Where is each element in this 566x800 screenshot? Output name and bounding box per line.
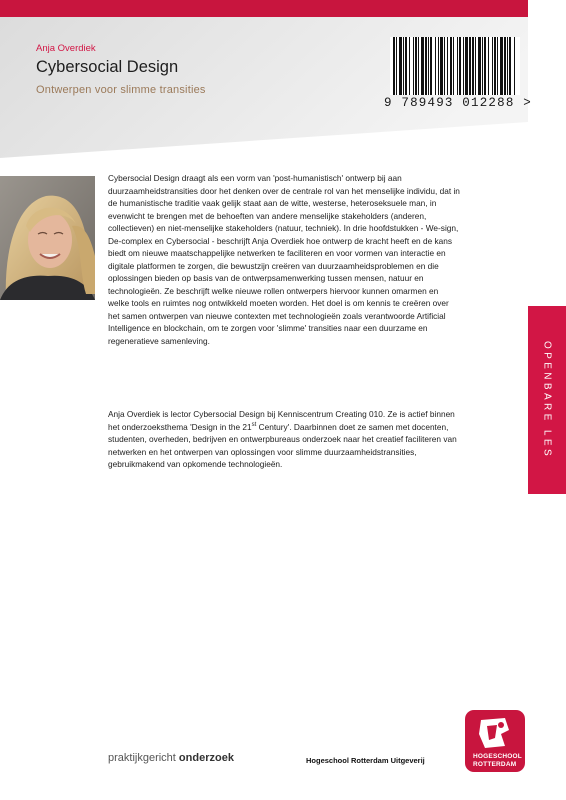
- barcode-bar: [509, 37, 511, 95]
- logo-line-2: ROTTERDAM: [473, 761, 517, 768]
- barcode-bar: [393, 37, 395, 95]
- barcode-bar: [447, 37, 448, 95]
- barcode-bar: [396, 37, 397, 95]
- description-paragraph: Cybersocial Design draagt als een vorm van 'post-humanistisch' ontwerp bij aan duurzaamheidstransities door het denken over de centrale rol van het menselijke individu, dat in de humanistische traditie vaak gelijk staat aan de witte, westerse, heteroseksuele man, in evenwicht te brengen met de behoeften van andere menselijke stakeholders (anderen, collectieven) en niet-menselijke stakeholders (natuur, techniek). In drie hoofdstukken - We-sign, De-complex en Cybersocial - beschrijft Anja Overdiek hoe ontwerp de kracht heeft en de kans biedt om nieuwe maatschappelijke netwerken te faciliteren en voor vormen van interactie en digitale platformen te zorgen, die bewustzijn creëren van duurzaamheidsproblemen en die oplossingen bieden op basis van de ontwerpsamenwerking tussen mensen, natuur en technologieën. Ze beschrijft welke nieuwe rollen ontwerpers hiervoor kunnen omarmen en welke tools en ruimtes nog ontwikkeld moeten worden. Het doel is om kennis te creëren over het samen ontwerpen van nieuwe contexten met technologieën zoals verantwoorde Artificial Intelligence en blockchain, om te zorgen voor 'slimme' transities naar een duurzame en regeneratieve samenleving.: [108, 173, 460, 346]
- barcode-bar: [463, 37, 464, 95]
- author-name: Anja Overdiek: [36, 43, 96, 54]
- barcode-bar: [453, 37, 454, 95]
- barcode-bar: [430, 37, 432, 95]
- isbn-barcode: [390, 37, 520, 95]
- barcode-bar: [475, 37, 476, 95]
- barcode-bar: [444, 37, 445, 95]
- bio-text-end: Century'. Daarbinnen doet ze samen met docenten, studenten, overheden, bedrijven en ontwerpbureaus onderzoek naar het creatief faciliteren van netwerken en het ontwerpen van oplossingen voor slimme duurzaamheidstransities, gebruikmakend van opkomende technologieën.: [108, 421, 457, 469]
- barcode-bar: [403, 37, 404, 95]
- top-red-bar: [0, 0, 528, 17]
- barcode-bar: [494, 37, 496, 95]
- barcode-bar: [450, 37, 452, 95]
- barcode-bar: [500, 37, 503, 95]
- barcode-bar: [440, 37, 443, 95]
- book-subtitle: Ontwerpen voor slimme transities: [36, 84, 206, 96]
- series-label-light: praktijkgericht: [108, 752, 179, 764]
- barcode-bar: [405, 37, 407, 95]
- bio-text-start: Anja Overdiek is lector Cybersocial Design bij Kenniscentrum Creating 010. Ze is actief binnen het onderzoeksthema 'Design in the 21: [108, 409, 455, 432]
- barcode-bar: [457, 37, 458, 95]
- author-photo: [0, 176, 95, 300]
- barcode-bar: [399, 37, 402, 95]
- barcode-bar: [413, 37, 414, 95]
- barcode-bar: [415, 37, 417, 95]
- barcode-bar: [488, 37, 489, 95]
- barcode-bar: [469, 37, 471, 95]
- author-bio-paragraph: [108, 408, 460, 471]
- barcode-bar: [465, 37, 468, 95]
- isbn-number: [384, 96, 532, 110]
- barcode-bar: [435, 37, 436, 95]
- barcode-bar: [492, 37, 493, 95]
- logo-text: [473, 753, 525, 769]
- barcode-bar: [409, 37, 410, 95]
- series-label-bold: onderzoek: [178, 752, 234, 764]
- barcode-bar: [418, 37, 419, 95]
- barcode-bar: [484, 37, 486, 95]
- barcode-bar: [421, 37, 424, 95]
- barcode-bar: [428, 37, 429, 95]
- side-tab-label: OPENBARE LES: [541, 340, 553, 460]
- hogeschool-rotterdam-logo: [465, 710, 525, 772]
- isbn-arrow: >: [523, 96, 532, 110]
- barcode-bar: [482, 37, 483, 95]
- logo-line-1: HOGESCHOOL: [473, 753, 522, 760]
- bio-superscript: st: [251, 421, 257, 428]
- logo-mark-icon: [475, 716, 515, 750]
- barcode-bar: [507, 37, 508, 95]
- barcode-bars: [390, 37, 520, 95]
- book-title: Cybersocial Design: [36, 58, 179, 76]
- barcode-bar: [459, 37, 461, 95]
- barcode-bar: [478, 37, 481, 95]
- barcode-bar: [438, 37, 439, 95]
- series-label: [108, 752, 234, 764]
- barcode-bar: [425, 37, 427, 95]
- author-portrait-image: [0, 176, 95, 300]
- barcode-bar: [504, 37, 506, 95]
- barcode-bar: [497, 37, 498, 95]
- barcode-bar: [472, 37, 474, 95]
- barcode-bar: [514, 37, 515, 95]
- publisher-name: Hogeschool Rotterdam Uitgeverij: [306, 756, 425, 765]
- isbn-digits: 9 789493 012288: [384, 96, 515, 110]
